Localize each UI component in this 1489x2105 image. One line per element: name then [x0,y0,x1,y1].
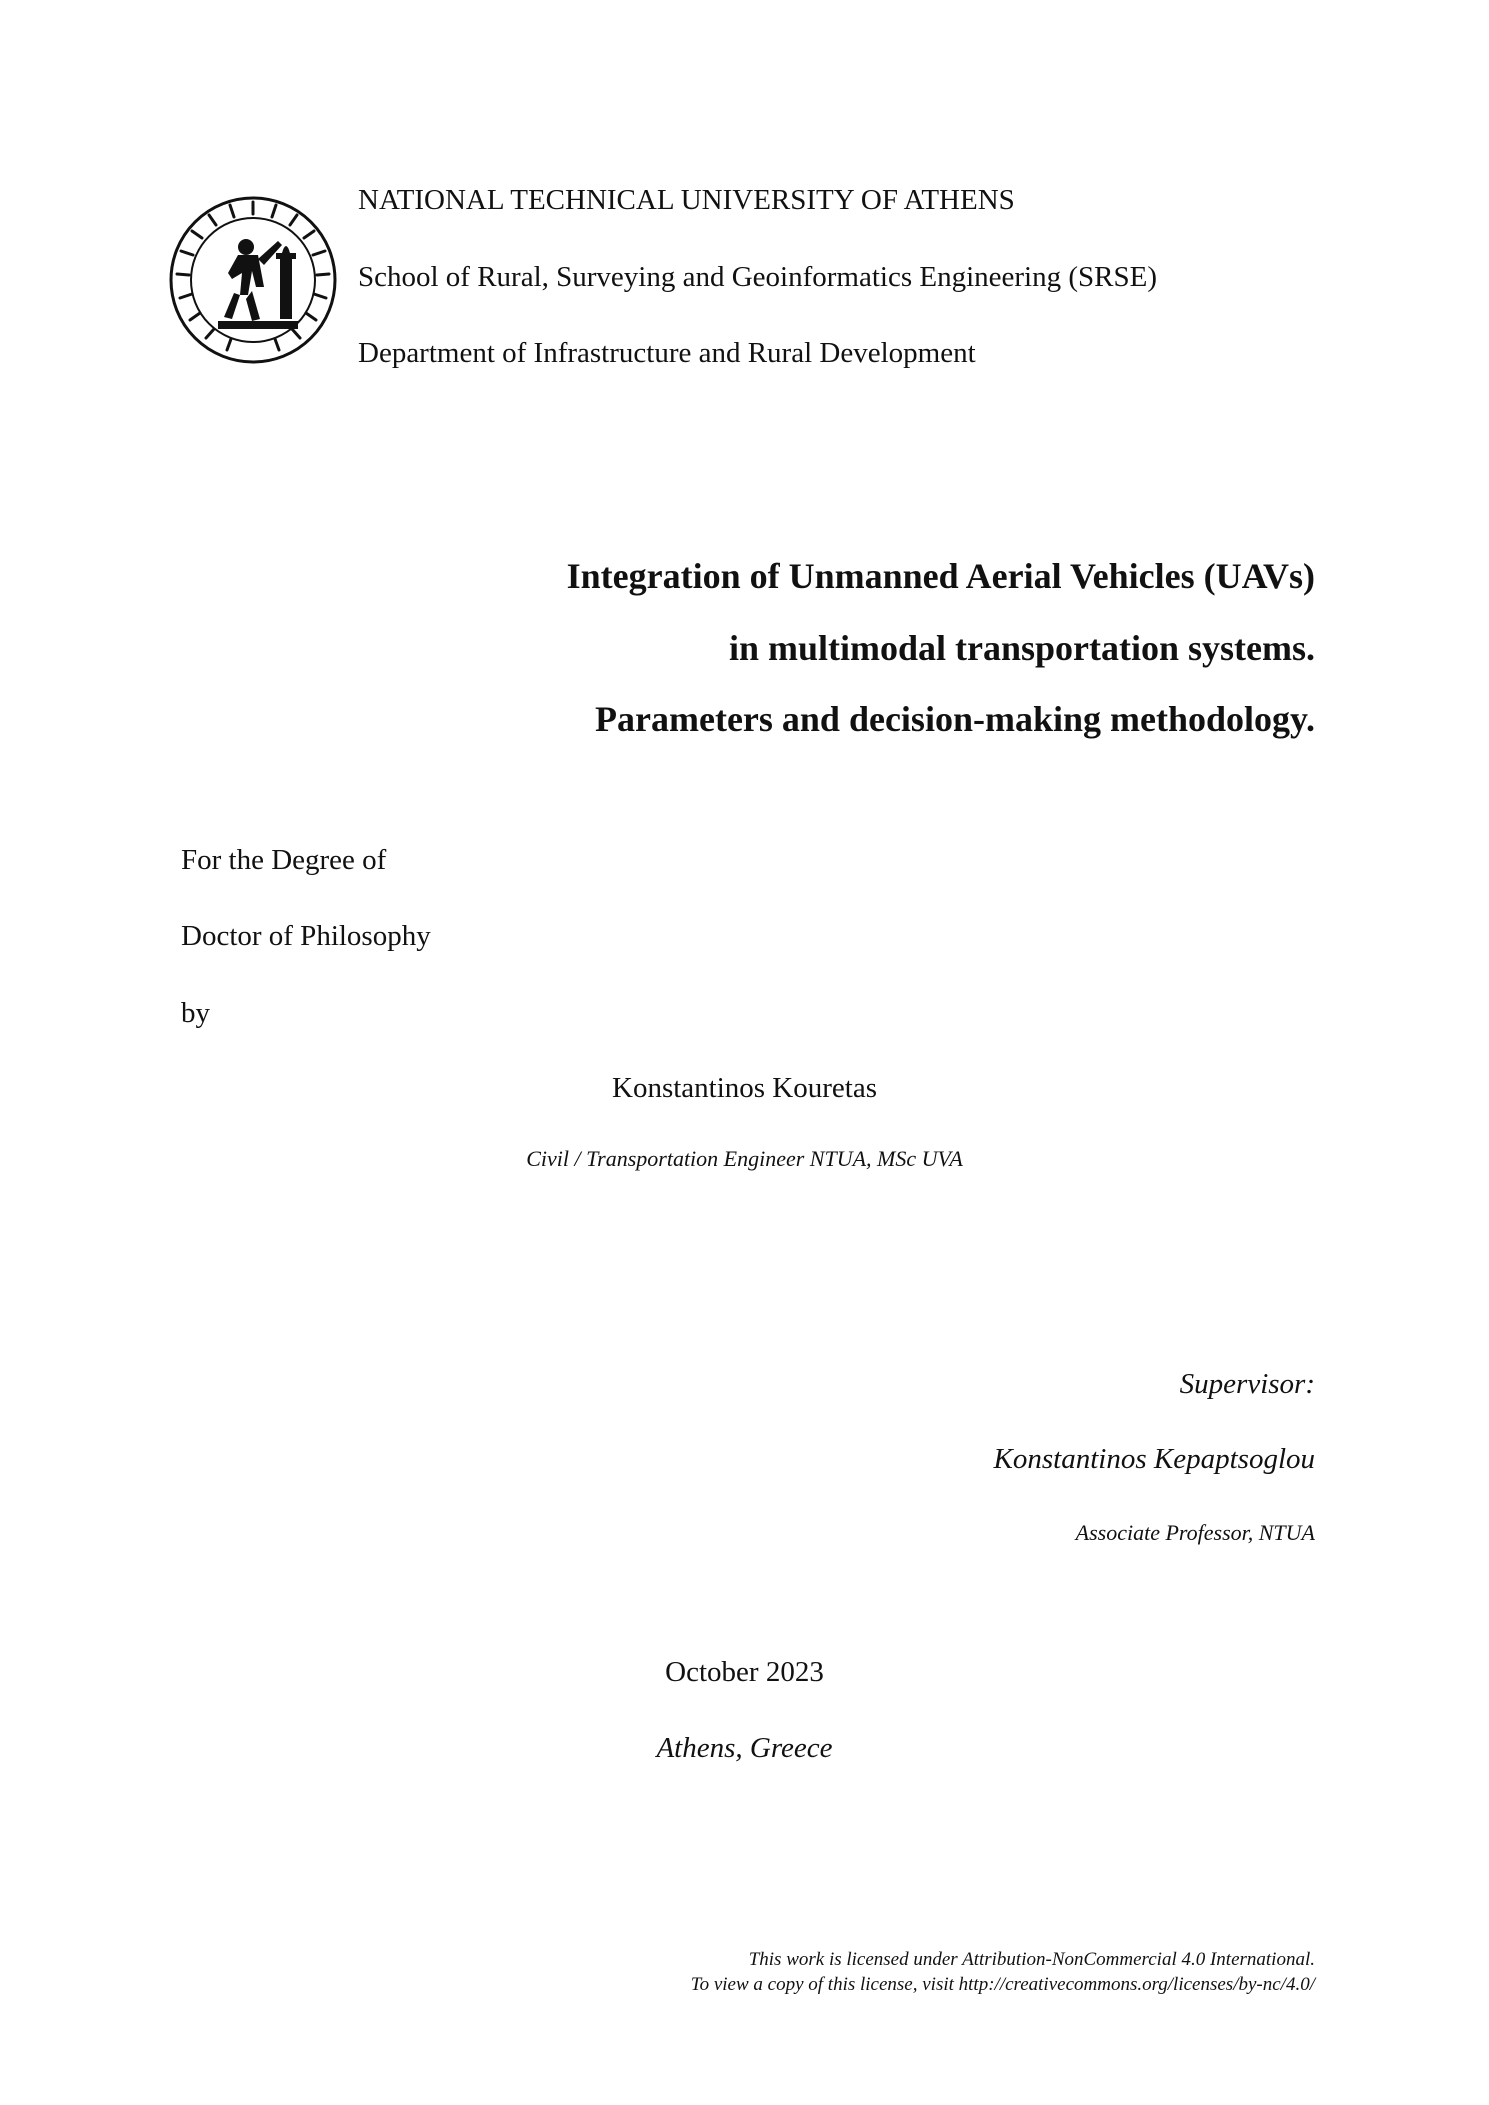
degree-name: Doctor of Philosophy [181,920,431,952]
publication-place: Athens, Greece [656,1732,833,1764]
university-seal-icon [168,195,338,365]
supervisor-label: Supervisor: [1179,1368,1315,1400]
author-credentials: Civil / Transportation Engineer NTUA, MSc UVA [526,1146,963,1171]
school-name: School of Rural, Surveying and Geoinformatics Engineering (SRSE) [358,261,1157,293]
license-link-text: To view a copy of this license, visit http://creativecommons.org/licenses/by-nc/4.0/ [690,1974,1315,1995]
thesis-title-line-1: Integration of Unmanned Aerial Vehicles (UAVs) [566,556,1315,596]
department-name: Department of Infrastructure and Rural Development [358,337,976,369]
thesis-title-line-3: Parameters and decision-making methodology. [595,699,1315,739]
publication-date: October 2023 [665,1656,824,1688]
degree-intro: For the Degree of [181,844,387,876]
author-name: Konstantinos Kouretas [612,1072,877,1104]
license-statement: This work is licensed under Attribution-NonCommercial 4.0 International. [748,1949,1315,1970]
thesis-title-line-2: in multimodal transportation systems. [728,628,1315,668]
degree-by: by [181,997,210,1029]
institution-name: NATIONAL TECHNICAL UNIVERSITY OF ATHENS [358,184,1015,216]
supervisor-role: Associate Professor, NTUA [1075,1520,1315,1545]
supervisor-name: Konstantinos Kepaptsoglou [993,1443,1315,1475]
